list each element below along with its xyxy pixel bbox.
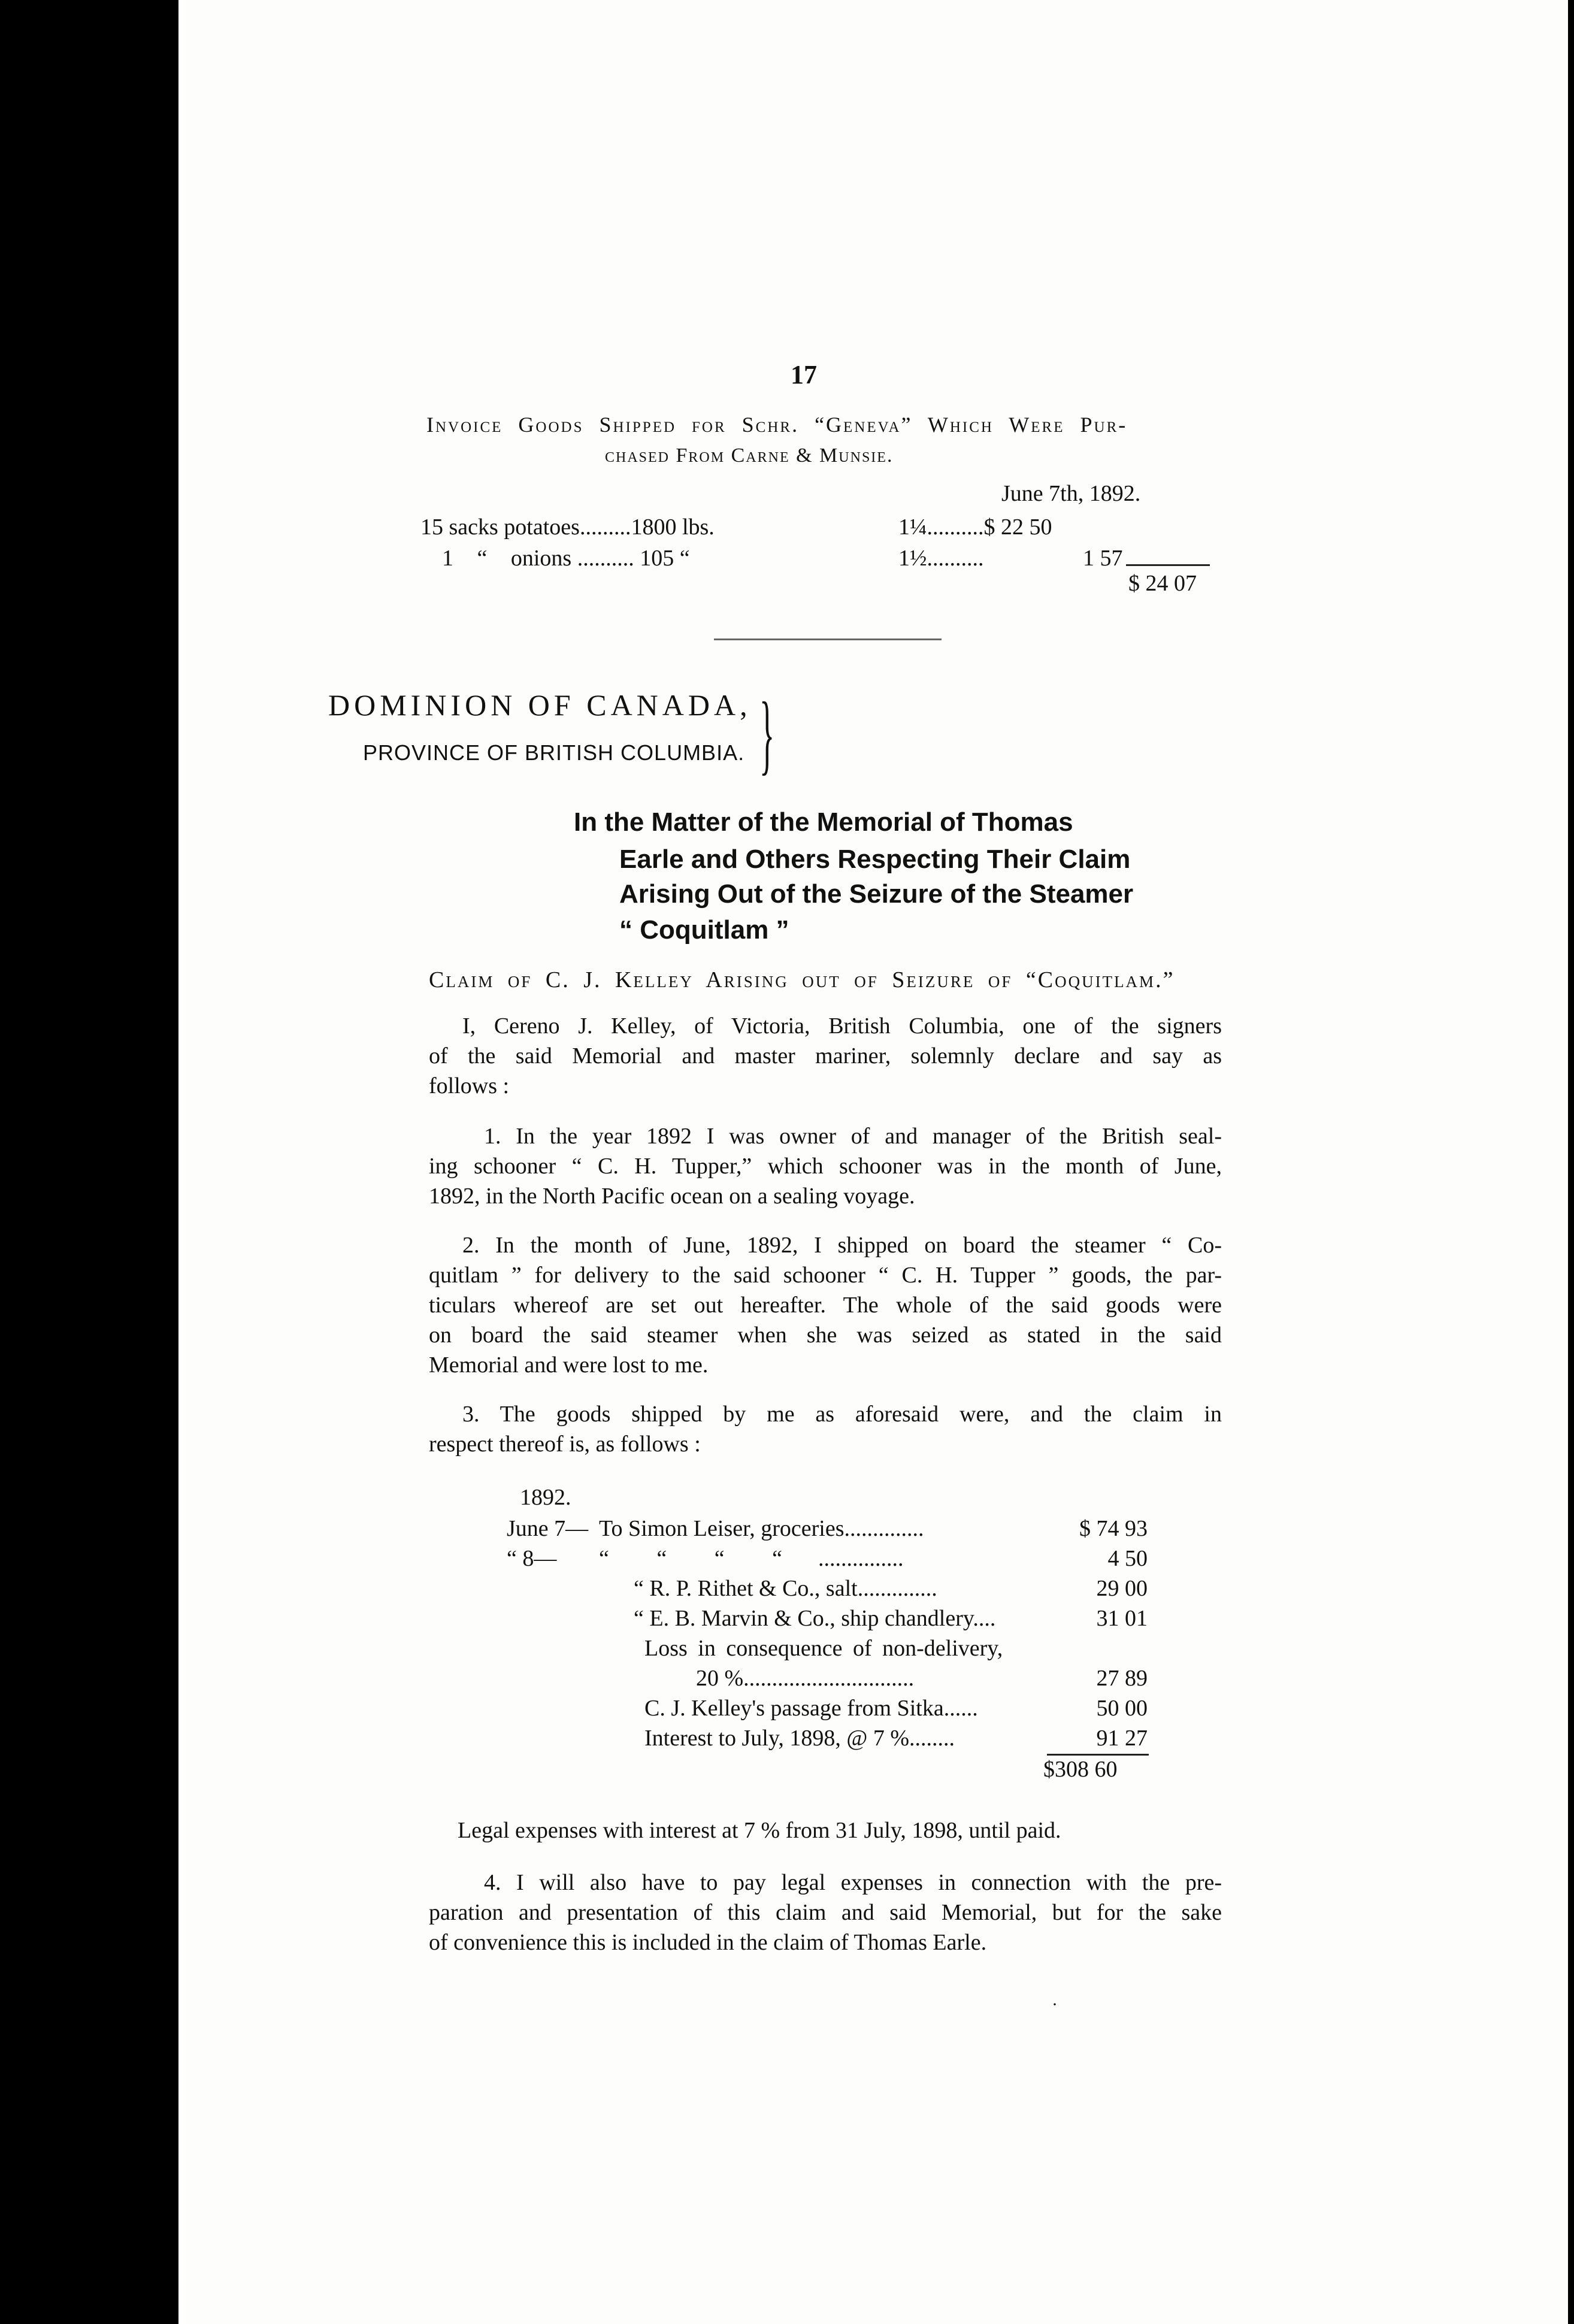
account-row	[0, 1665, 1574, 1695]
province-heading: PROVINCE OF BRITISH COLUMBIA.	[363, 740, 745, 765]
invoice-amount: 1 57	[1083, 546, 1123, 571]
invoice-leader: .........	[579, 515, 631, 540]
invoice-title-line-1: Invoice Goods Shipped for Schr. “Geneva” Which Were Pur-	[426, 413, 1128, 437]
paragraph-line: paration and presentation of this claim and said Memorial, but for the sake	[429, 1900, 1222, 1925]
account-row	[0, 1695, 1574, 1725]
account-row	[0, 1605, 1574, 1635]
dominion-heading: DOMINION OF CANADA,	[328, 688, 752, 722]
account-row	[0, 1515, 1574, 1545]
account-description	[634, 1575, 937, 1602]
matter-heading-line-4: “ Coquitlam ”	[619, 915, 789, 945]
account-description-text: “ “ “ “	[599, 1546, 782, 1571]
page-number: 17	[791, 360, 817, 389]
paragraph-line: quitlam ” for delivery to the said schooner “ C. H. Tupper ” goods, the par-	[429, 1263, 1222, 1288]
invoice-total: $ 24 07	[1128, 571, 1197, 596]
account-date: June 7—	[507, 1516, 589, 1541]
invoice-total-rule	[1126, 564, 1210, 566]
account-description-text: “ R. P. Rithet & Co., salt	[634, 1576, 858, 1601]
account-description-text: “ E. B. Marvin & Co., ship chandlery	[634, 1606, 973, 1631]
account-leader: ..............	[857, 1576, 937, 1601]
paragraph-line: respect thereof is, as follows :	[429, 1432, 701, 1457]
account-row	[0, 1635, 1574, 1665]
account-date: “ 8—	[507, 1546, 557, 1571]
account-amount: 91 27	[1096, 1726, 1148, 1751]
invoice-qty: 1 “ onions	[442, 546, 572, 571]
invoice-row	[420, 514, 715, 540]
invoice-rate-cell	[898, 514, 1052, 540]
invoice-rate-cell	[898, 545, 984, 571]
account-description-text: 20 %	[696, 1666, 744, 1691]
section-divider	[714, 639, 942, 640]
paragraph-line: I, Cereno J. Kelley, of Victoria, British Columbia, one of the signers	[462, 1013, 1222, 1039]
account-description	[599, 1545, 903, 1572]
paragraph-1	[429, 1121, 1222, 1211]
account-description-text: To Simon Leiser, groceries	[599, 1516, 844, 1541]
page-left-edge	[178, 0, 184, 2324]
account-amount: 4 50	[1107, 1546, 1148, 1571]
paragraph-line: 2. In the month of June, 1892, I shipped on board the steamer “ Co-	[462, 1233, 1222, 1258]
right-brace: }	[759, 684, 775, 783]
account-amount: 29 00	[1096, 1576, 1148, 1601]
paragraph-4	[429, 1868, 1222, 1957]
matter-heading-line-1: In the Matter of the Memorial of Thomas	[574, 807, 1073, 837]
invoice-qty: 15 sacks potatoes	[420, 515, 580, 540]
invoice-leader: ..........	[577, 546, 634, 571]
account-row	[0, 1725, 1574, 1755]
account-total: $308 60	[1043, 1757, 1118, 1782]
account-description-text: C. J. Kelley's passage from Sitka	[644, 1696, 944, 1721]
declaration-intro	[429, 1011, 1222, 1101]
paragraph-line: of convenience this is included in the claim of Thomas Earle.	[429, 1930, 987, 1955]
account-amount: $ 74 93	[1079, 1516, 1148, 1541]
invoice-rate: 1½	[898, 546, 927, 571]
account-description	[644, 1725, 955, 1751]
invoice-amount: $ 22 50	[983, 515, 1052, 540]
account-description-text: Loss in consequence of non-delivery,	[644, 1636, 1003, 1661]
paragraph-line: on board the said steamer when she was seized as stated in the said	[429, 1323, 1222, 1348]
invoice-leader: ..........	[927, 546, 984, 571]
legal-expenses-line: Legal expenses with interest at 7 % from 31 July, 1898, until paid.	[458, 1818, 1061, 1843]
invoice-leader: ..........	[927, 515, 984, 540]
paragraph-line: 4. I will also have to pay legal expenses in connection with the pre-	[484, 1870, 1222, 1895]
paragraph-line: ticulars whereof are set out hereafter. The whole of the said goods were	[429, 1293, 1222, 1318]
paragraph-line: Memorial and were lost to me.	[429, 1352, 709, 1378]
paragraph-2	[429, 1230, 1222, 1380]
account-amount: 31 01	[1096, 1606, 1148, 1631]
paragraph-line: ing schooner “ C. H. Tupper,” which schooner was in the month of June,	[429, 1154, 1222, 1179]
paragraph-line: 3. The goods shipped by me as aforesaid were, and the claim in	[462, 1402, 1222, 1427]
account-leader: ...............	[818, 1546, 904, 1571]
matter-heading-line-2: Earle and Others Respecting Their Claim	[619, 845, 1131, 874]
paragraph-line: of the said Memorial and master mariner, solemnly declare and say as	[429, 1043, 1222, 1069]
paragraph-line: 1892, in the North Pacific ocean on a sealing voyage.	[429, 1184, 915, 1209]
account-total-rule	[1047, 1754, 1149, 1756]
invoice-rate: 1¼	[898, 515, 927, 540]
account-leader: ..............................	[743, 1666, 915, 1691]
account-row	[0, 1575, 1574, 1605]
account-leader: ........	[909, 1726, 955, 1751]
account-row	[0, 1545, 1574, 1575]
matter-heading-line-3: Arising Out of the Seizure of the Steamer	[619, 879, 1134, 909]
account-description	[644, 1695, 978, 1721]
account-leader: ....	[973, 1606, 996, 1631]
account-amount: 50 00	[1096, 1696, 1148, 1721]
invoice-weight: 105 “	[640, 546, 690, 571]
paragraph-line: follows :	[429, 1073, 510, 1099]
invoice-weight: 1800 lbs.	[631, 515, 715, 540]
account-description	[634, 1605, 995, 1632]
account-description	[644, 1635, 1003, 1662]
invoice-title-line-2: chased From Carne & Munsie.	[605, 444, 894, 467]
account-year: 1892.	[520, 1485, 571, 1510]
claim-title: Claim of C. J. Kelley Arising out of Seizure of “Coquitlam.”	[429, 967, 1175, 992]
account-description	[599, 1515, 924, 1542]
account-leader: ......	[943, 1696, 978, 1721]
paragraph-line: 1. In the year 1892 I was owner of and manager of the British seal-	[484, 1124, 1222, 1149]
account-description-text: Interest to July, 1898, @ 7 %	[644, 1726, 910, 1751]
account-leader: ..............	[844, 1516, 924, 1541]
account-description	[696, 1665, 914, 1691]
stray-mark: ·	[1052, 1995, 1058, 2014]
paragraph-3	[429, 1399, 1222, 1459]
account-amount: 27 89	[1096, 1666, 1148, 1691]
invoice-row	[442, 545, 690, 571]
invoice-date: June 7th, 1892.	[1001, 481, 1141, 506]
